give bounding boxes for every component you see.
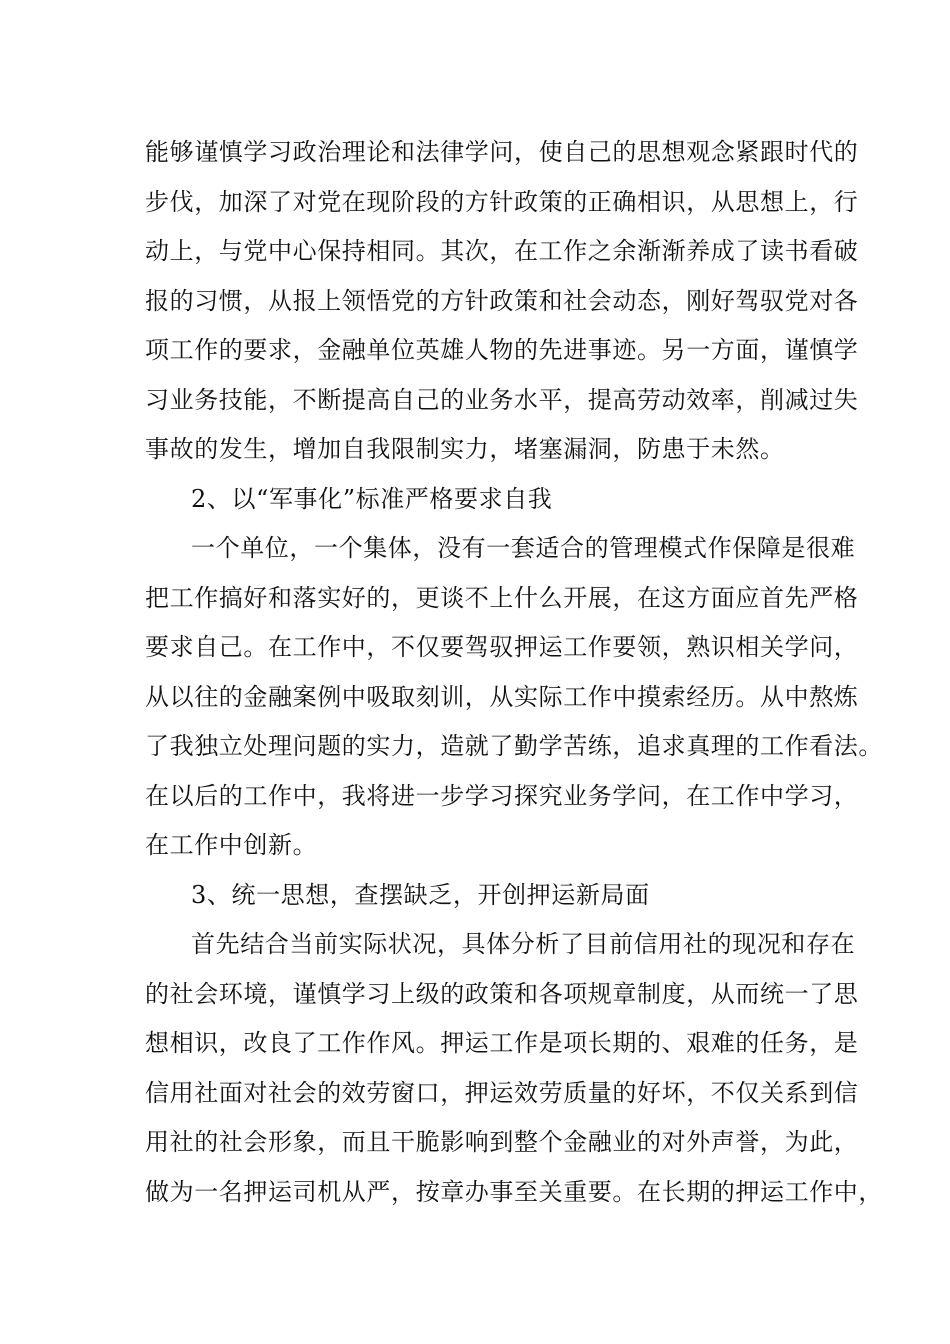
body-text-line: 用社的社会形象，而且干脆影响到整个金融业的对外声誉，为此， <box>145 1128 859 1156</box>
body-text-line: 做为一名押运司机从严，按章办事至关重要。在长期的押运工作中， <box>145 1177 883 1206</box>
body-text-line: 报的习惯，从报上领悟党的方针政策和社会动态，刚好驾驭党对各 <box>145 286 859 315</box>
body-text-line: 信用社面对社会的效劳窗口，押运效劳质量的好坏，不仅关系到信 <box>145 1078 859 1107</box>
body-text-line: 步伐，加深了对党在现阶段的方针政策的正确相识，从思想上，行 <box>145 187 859 216</box>
section-heading: 2、以“军事化”标准严格要求自我 <box>191 484 553 513</box>
body-text-line: 想相识，改良了工作作风。押运工作是项长期的、艰难的任务，是 <box>145 1029 859 1057</box>
body-text-line: 了我独立处理问题的实力，造就了勤学苦练，追求真理的工作看法。 <box>145 732 883 760</box>
body-text-line: 的社会环境，谨慎学习上级的政策和各项规章制度，从而统一了思 <box>145 979 859 1008</box>
body-text-line: 动上，与党中心保持相同。其次，在工作之余渐渐养成了读书看破 <box>145 237 859 265</box>
body-text-line: 从以往的金融案例中吸取刻训，从实际工作中摸索经历。从中熬炼 <box>145 682 859 711</box>
body-text-line: 事故的发生，增加自我限制实力，堵塞漏洞，防患于未然。 <box>145 435 785 463</box>
body-text-line: 在工作中创新。 <box>145 831 318 859</box>
body-text-line: 把工作搞好和落实好的，更谈不上什么开展，在这方面应首先严格 <box>145 583 859 612</box>
body-text-line: 首先结合当前实际状况，具体分析了目前信用社的现况和存在 <box>191 930 856 958</box>
body-text-line: 一个单位，一个集体，没有一套适合的管理模式作保障是很难 <box>191 534 856 562</box>
body-text-line: 能够谨慎学习政治理论和法律学问，使自己的思想观念紧跟时代的 <box>145 138 859 166</box>
body-text-line: 习业务技能，不断提高自己的业务水平，提高劳动效率，削减过失 <box>145 385 859 414</box>
body-text-line: 在以后的工作中，我将进一步学习探究业务学问，在工作中学习， <box>145 781 859 810</box>
document-body <box>145 128 883 1217</box>
body-text-line: 项工作的要求，金融单位英雄人物的先进事迹。另一方面，谨慎学 <box>145 336 859 364</box>
body-text-line: 要求自己。在工作中，不仅要驾驭押运工作要领，熟识相关学问， <box>145 633 859 661</box>
section-heading: 3、统一思想，查摆缺乏，开创押运新局面 <box>191 880 650 909</box>
